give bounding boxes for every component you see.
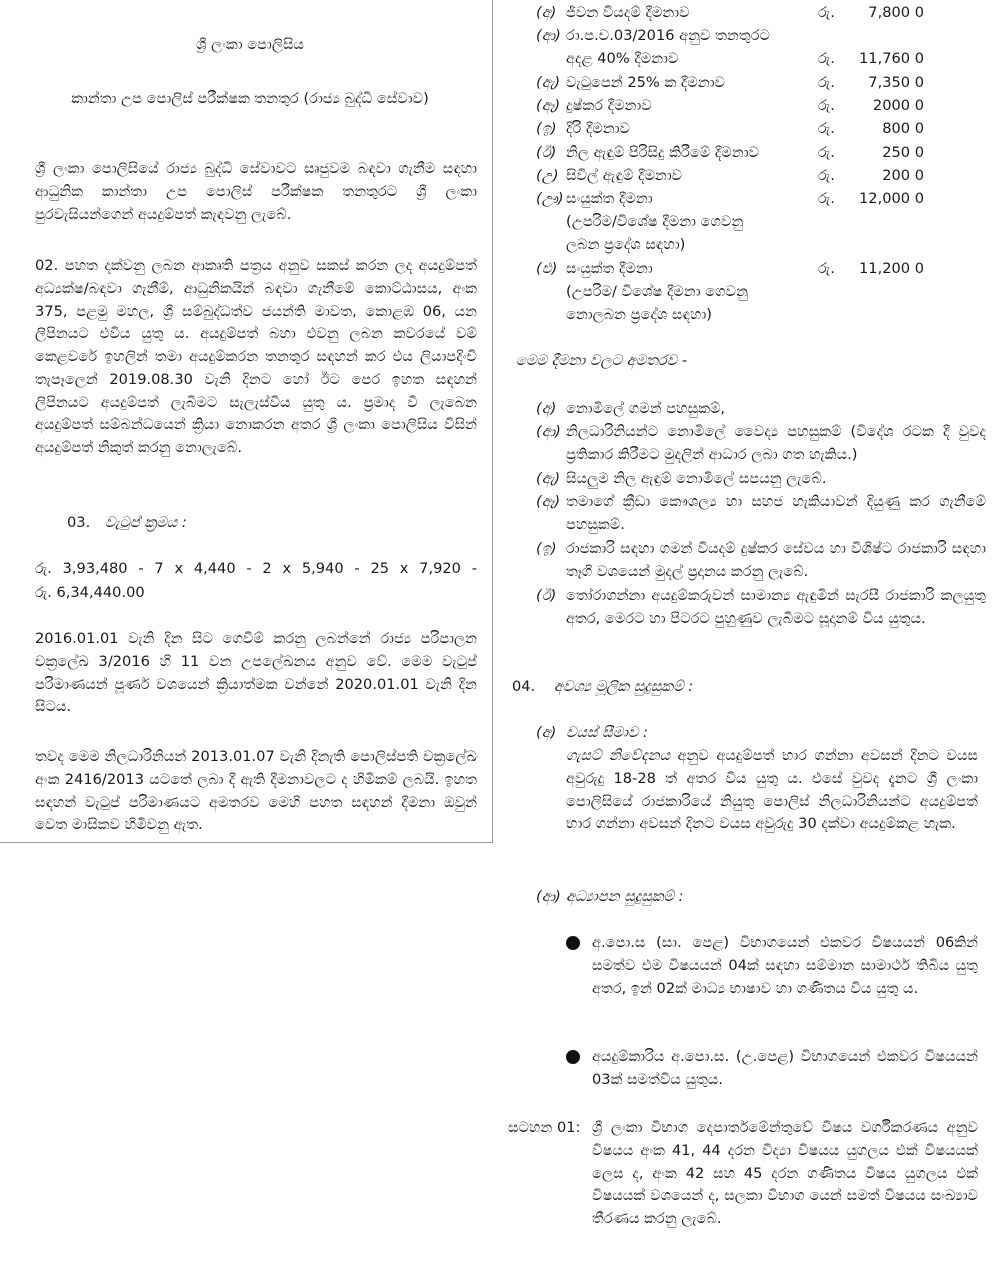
education-requirement-al: අයදුම්කාරිය අ.පො.ස. (උ.පෙළ) විභාගයෙන් එකවර විෂයයන් 03ක් සමත්විය යුතුය. bbox=[592, 1048, 978, 1088]
education-heading bbox=[500, 886, 1000, 909]
allowance-label: සංයුක්ත දීමනා bbox=[566, 190, 653, 207]
paragraph-2013: තවද මෙම නිලධාරිනියන් 2013.01.07 වැනි දිනැති පොලිස්පති චක්‍රලේඛ අංක 2416/2013 යටතේ ලබා දී ඇති දීමනාවලට ද හිමිකම් ලබයි. ඉහත සඳහන් වැටුප් පරිමාණයට අමතරව මෙහි පහත සඳහන් දීමනා ඔවුන් වෙත මාසිකව හිමිවනු ඇත. bbox=[35, 748, 477, 834]
allowance-currency: රු. bbox=[818, 4, 835, 21]
allowance-currency: රු. bbox=[818, 260, 835, 277]
allowance-currency: රු. bbox=[818, 190, 835, 207]
allowance-value: 12,000 0 bbox=[859, 190, 924, 207]
age-limit-heading bbox=[500, 722, 1000, 745]
allowance-marker: (ඇ) bbox=[536, 74, 561, 91]
allowance-label-line-2: (උපරිම/ විශේෂ දීමනා ගෙවනු bbox=[566, 283, 748, 300]
benefit-marker: (අ) bbox=[536, 400, 557, 417]
allowance-label: නිල ඇඳුම් පිරිසිදු කිරීමේ දීමනාව bbox=[566, 144, 760, 161]
benefit-text: නිලධාරිනියන්ට නොමිලේ වෛද්‍ය පහසුකම් (විදේශ රටක දී වුවද ප්‍රතිකාර කිරීමට මුදලින් ආධාර ලබා ගත හැකිය.) bbox=[566, 423, 986, 463]
allowance-row bbox=[500, 165, 1000, 188]
doc-title: ශ්‍රී ලංකා පොලිසිය bbox=[196, 36, 304, 53]
allowance-row bbox=[500, 72, 1000, 95]
education-marker: (ආ) bbox=[536, 888, 561, 905]
allowance-marker: (ඈ) bbox=[536, 97, 561, 114]
gazette-notice-text: ගැසට් නිවේදනය bbox=[566, 747, 671, 764]
benefits-heading: මෙම දීමනා වලට අමතරව - bbox=[516, 352, 688, 369]
allowance-label-line-2: අදළ 40% දීමනාව bbox=[566, 50, 679, 67]
allowance-row-continued bbox=[500, 281, 1000, 304]
allowance-currency: රු. bbox=[818, 50, 835, 67]
allowance-marker: (එ) bbox=[536, 260, 558, 277]
benefit-text: තෝරාගන්නා අයදුම්කරුවන් සාමාන්‍ය ඇඳුමින් සැරසී රාජකාරි කලයුතු අතර, මෙරට හා පිටරට පුහුණුව ලැබීමට සූදානම් විය යුතුය. bbox=[566, 587, 986, 627]
allowance-value: 7,800 0 bbox=[868, 4, 924, 21]
salary-scale-line-2: රු. 6,34,440.00 bbox=[35, 584, 145, 601]
allowance-row bbox=[500, 118, 1000, 141]
allowance-label: සංයුක්ත දීමනා bbox=[566, 260, 653, 277]
allowance-currency: රු. bbox=[818, 167, 835, 184]
left-column-bottom-rule bbox=[0, 842, 493, 843]
education-requirement-ol: අ.පො.ස (සා. පෙළ) විභාගයෙන් එකවර විෂයයන් 06කින් සමත්ව එම විෂයයන් 04ක් සඳහා සම්මාන සාමාර්ථ තිබිය යුතු අතර, ඉන් 02ක් මාධ්‍ය භාෂාව හා ගණිතය විය යුතු ය. bbox=[592, 934, 978, 997]
bullet-icon bbox=[566, 936, 580, 950]
note-text: ශ්‍රී ලංකා විභාග දෙපාර්තමේන්තුවේ විෂය වර්ගීකරණය අනුව විෂයය අංක 41, 44 දරන විද්‍යා විෂයය යුගලය එක් විෂයයක් ලෙස ද, අංක 42 සහ 45 දරන ගණිතය විෂය යුගලය එක් විෂයයක් වශයෙන් ද, සලකා විභාග යෙන් සමත් විෂයය සංඛ්‍යාව තීරණය කරනු ලැබේ. bbox=[592, 1119, 978, 1228]
section-03-number: 03. bbox=[67, 514, 91, 531]
allowance-value: 250 0 bbox=[882, 144, 924, 161]
section-04-label: අවශ්‍ය මූලික සුදුසුකම් : bbox=[553, 678, 694, 695]
allowance-marker: (ආ) bbox=[536, 27, 561, 44]
age-label: වයස් සීමාව : bbox=[566, 724, 648, 741]
allowance-row bbox=[500, 95, 1000, 118]
section-04-heading bbox=[512, 676, 693, 699]
column-divider bbox=[492, 0, 493, 842]
age-limit-body: අනුව අයදුම්පත් භාර ගන්නා අවසන් දිනට වයස අවුරුදු 18-28 ත් අතර විය යුතු ය. එසේ වුවද දැනට ශ්‍රී ලංකා පොලිසියේ රාජකාරියේ නියුතු පොලිස් නිලධාරිනියන්ට අයදුම්පත් භාර ගන්නා අවසන් දිනට වයස අවුරුදු 30 දක්වා අයදුම්කළ හැක. bbox=[566, 747, 978, 833]
allowance-currency: රු. bbox=[818, 97, 835, 114]
allowance-currency: රු. bbox=[818, 120, 835, 137]
allowance-currency: රු. bbox=[818, 144, 835, 161]
allowance-label: දුෂ්කර දීමනාව bbox=[566, 97, 652, 114]
allowance-label: දිරි දීමනාව bbox=[566, 120, 631, 137]
section-03-heading bbox=[67, 512, 187, 535]
allowance-label: සිවිල් ඇඳුම් දීමනාව bbox=[566, 167, 683, 184]
allowance-marker: (අ) bbox=[536, 4, 557, 21]
benefit-text: නොමිලේ ගමන් පහසුකම්, bbox=[566, 400, 726, 417]
allowance-label: ජීවන වියදම් දීමනාව bbox=[566, 4, 690, 21]
allowance-row-continued bbox=[500, 304, 1000, 327]
intro-paragraph: ශ්‍රී ලංකා පොලිසියේ රාජ්‍ය බුද්ධි සේවාවට සෘජුවම බඳවා ගැනීම සඳහා ආධුනික කාන්තා උප පොලිස් පරීක්ෂක තනතුරට ශ්‍රී ලංකා පුරවැසියන්ගෙන් අයදුම්පත් කැඳවනු ලැබේ. bbox=[35, 160, 477, 223]
benefit-marker: (ඉ) bbox=[536, 540, 557, 557]
bullet-icon bbox=[566, 1050, 580, 1064]
benefit-marker: (ආ) bbox=[536, 423, 561, 440]
allowance-currency: රු. bbox=[818, 74, 835, 91]
salary-scale-line-1: රු. 3,93,480 - 7 x 4,440 - 2 x 5,940 - 25 x 7,920 - bbox=[35, 560, 477, 577]
note-label: සටහන 01: bbox=[508, 1119, 581, 1136]
allowance-label: රා.ප.ච.03/2016 අනුව තනතුරට bbox=[566, 27, 771, 44]
allowance-label-line-2: (උපරිම/විශේෂ දීමනා ගෙවනු bbox=[566, 213, 744, 230]
doc-subtitle: කාන්තා උප පොලිස් පරීක්ෂක තනතුර (රාජ්‍ය බුද්ධි සේවාව) bbox=[71, 90, 429, 107]
allowance-row bbox=[500, 258, 1000, 281]
age-marker: (අ) bbox=[536, 724, 557, 741]
benefit-marker: (ඈ) bbox=[536, 493, 561, 510]
allowance-row bbox=[500, 2, 1000, 25]
benefit-marker: (ඊ) bbox=[536, 587, 557, 604]
allowance-value: 11,200 0 bbox=[859, 260, 924, 277]
allowance-row bbox=[500, 188, 1000, 211]
allowance-value: 7,350 0 bbox=[868, 74, 924, 91]
allowance-value: 2000 0 bbox=[872, 97, 924, 114]
paragraph-2016: 2016.01.01 වැනි දින සිට ගෙවීම් කරනු ලබන්නේ රාජ්‍ය පරිපාලන චක්‍රලේඛ 3/2016 හි 11 වන උපලේඛනය අනුව වේ. මෙම වැටුප් පරිමාණයන් පූර්ණ වශයෙන් ක්‍රියාත්මක වන්නේ 2020.01.01 වැනි දින සිටය. bbox=[35, 630, 477, 716]
allowance-marker: (ඌ) bbox=[536, 190, 564, 207]
allowance-value: 11,760 0 bbox=[859, 50, 924, 67]
allowance-label-line-3: නොලබන ප්‍රදේශ සඳහා) bbox=[566, 306, 712, 323]
education-label: අධ්‍යාපන සුදුසුකම් : bbox=[566, 888, 684, 905]
section-02-paragraph: 02. පහත දක්වනු ලබන ආකෘති පත්‍රය අනුව සකස් කරන ලද අයදුම්පත් අධ්‍යක්ෂ/බඳවා ගැනීම්, ආධුනිකයින් බඳවා ගැනීමේ කොට්ඨාසය, අංක 375, පළමු මහල, ශ්‍රී සම්බුද්ධත්ව ජයන්ති මාවත, කොළඹ 06, යන ලිපිනයට එවිය යුතු ය. අයදුම්පත් බහා එවනු ලබන කවරයේ වම් කෙළවරේ ඉහලින් තමා අයදුම්කරන තනතුර සඳහන් කර එය ලියාපදිංචි තැපෑලෙන් 2019.08.30 වැනි දිනට හෝ ඊට පෙර ඉහත සඳහන් ලිපිනයට අයදුම්පත් ලැබීමට සැලැස්විය යුතු ය. ප්‍රමාද වී ලැබෙන අයදුම්පත් සම්බන්ධයෙන් ක්‍රියා නොකරන අතර ශ්‍රී ලංකා පොලිසිය විසින් අයදුම්පත් නිකුත් කරනු නොලැබේ. bbox=[35, 257, 477, 457]
allowance-label-line-3: ලබන ප්‍රදේශ සඳහා) bbox=[566, 236, 686, 253]
allowance-row bbox=[500, 25, 1000, 48]
section-04-number: 04. bbox=[512, 678, 536, 695]
allowance-marker: (ඊ) bbox=[536, 144, 557, 161]
allowance-row-continued bbox=[500, 234, 1000, 257]
allowance-marker: (ඉ) bbox=[536, 120, 557, 137]
allowance-value: 800 0 bbox=[882, 120, 924, 137]
allowance-value: 200 0 bbox=[882, 167, 924, 184]
allowance-label: වැටුපෙන් 25% ක දීමනාව bbox=[566, 74, 726, 91]
allowance-marker: (උ) bbox=[536, 167, 559, 184]
benefit-text: තමාගේ ක්‍රීඩා කෞශල්‍ය හා සහජ හැකියාවන් දියුණු කර ගැනීමේ පහසුකම්. bbox=[566, 493, 986, 533]
benefit-text: රාජකාරි සඳහා ගමන් වියදම් දුෂ්කර සේවය හා විශිෂ්ට රාජකාරි සඳහා තෑගි වශයෙන් මුදල් ප්‍රදානය කරනු ලැබේ. bbox=[566, 540, 986, 580]
section-03-label: වැටුප් ක්‍රමය : bbox=[104, 514, 187, 531]
allowance-row-continued bbox=[500, 211, 1000, 234]
allowance-row bbox=[500, 142, 1000, 165]
age-limit-text bbox=[566, 745, 978, 836]
benefit-marker: (ඇ) bbox=[536, 470, 561, 487]
benefit-text: සියලුම නිල ඇඳුම් නොමිලේ සපයනු ලැබේ. bbox=[566, 470, 827, 487]
allowance-row-continued bbox=[500, 48, 1000, 71]
